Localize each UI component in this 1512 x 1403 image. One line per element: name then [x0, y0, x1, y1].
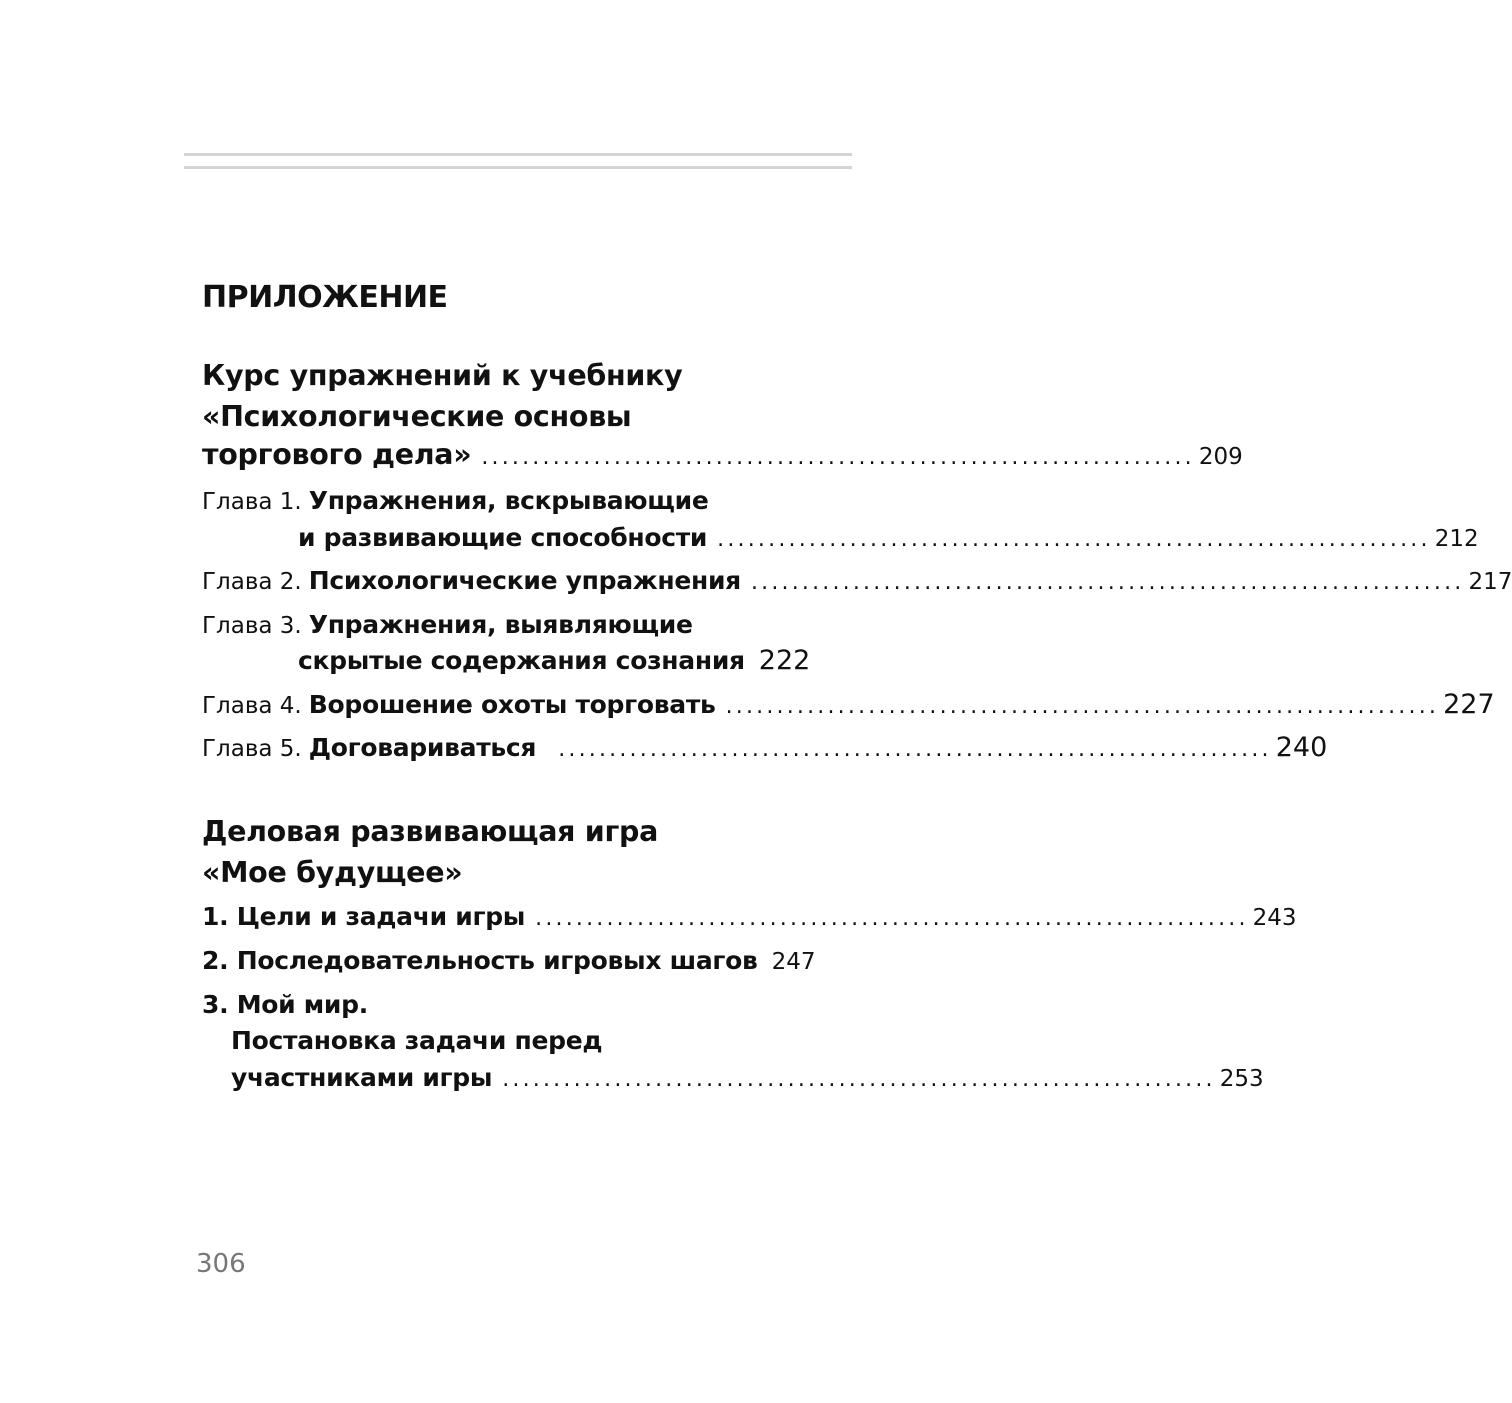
- chapter-title-line: Ворошение охоты торговать: [308, 690, 716, 719]
- section2-title-line: Деловая развивающая игра: [202, 815, 659, 848]
- leader-dots: ......................................................................: [502, 1067, 1216, 1092]
- toc-entry-item-cont[interactable]: [231, 1063, 1264, 1092]
- chapter-title-line: Упражнения, вскрывающие: [308, 486, 709, 515]
- section1-title-line: Курс упражнений к учебнику: [202, 359, 683, 392]
- toc-entry-chapter[interactable]: [202, 486, 804, 515]
- chapter-title-line: Упражнения, выявляющие: [308, 610, 693, 639]
- section1-title-line: «Психологические основы: [202, 400, 632, 433]
- leader-dots: ......................................................................: [750, 570, 1465, 595]
- page-ref: 212: [1434, 526, 1479, 552]
- chapter-label: Глава 4.: [202, 693, 302, 719]
- item-title-line: 1. Цели и задачи игры: [202, 902, 526, 931]
- page-ref: 227: [1443, 689, 1495, 720]
- toc-entry-item[interactable]: [202, 990, 804, 1019]
- chapter-title-line: и развивающие способности: [298, 523, 708, 552]
- leader-dots: ......................................................................: [481, 445, 1195, 470]
- item-title-line: Постановка задачи перед: [231, 1026, 603, 1055]
- toc-entry-chapter[interactable]: [202, 732, 1328, 763]
- top-rule: [184, 166, 852, 169]
- leader-dots: ......................................................................: [725, 694, 1440, 719]
- item-title-line: 2. Последовательность игровых шагов: [202, 946, 758, 975]
- chapter-label: Глава 2.: [202, 569, 302, 595]
- page-ref: 222: [758, 645, 811, 676]
- toc-entry-chapter-cont[interactable]: [298, 645, 811, 676]
- toc-entry-section1[interactable]: [202, 438, 1243, 471]
- chapter-title-line: Договариваться: [308, 733, 537, 762]
- top-rule: [184, 153, 852, 156]
- appendix-heading: ПРИЛОЖЕНИЕ: [202, 280, 448, 315]
- chapter-label: Глава 5.: [202, 736, 302, 762]
- chapter-title-line: скрытые содержания сознания: [298, 646, 745, 675]
- chapter-label: Глава 1.: [202, 489, 302, 515]
- leader-dots: ......................................................................: [535, 906, 1249, 931]
- section1-title-line: торгового дела»: [202, 438, 472, 471]
- toc-entry-chapter[interactable]: [202, 610, 804, 639]
- leader-dots: ......................................................................: [717, 527, 1431, 552]
- page-ref: 247: [771, 949, 816, 975]
- page-ref: 253: [1219, 1066, 1264, 1092]
- toc-entry-chapter[interactable]: [202, 689, 1495, 720]
- page-ref: 240: [1275, 732, 1328, 763]
- page-ref: 217: [1468, 569, 1512, 595]
- toc-entry-chapter[interactable]: [202, 566, 1512, 595]
- chapter-title-line: Психологические упражнения: [308, 566, 741, 595]
- item-title-line: 3. Мой мир.: [202, 990, 368, 1019]
- chapter-label: Глава 3.: [202, 613, 302, 639]
- leader-dots: ......................................................................: [558, 737, 1272, 762]
- toc-entry-item[interactable]: [202, 902, 1297, 931]
- item-title-line: участниками игры: [231, 1063, 493, 1092]
- page-ref: 209: [1198, 444, 1243, 470]
- section2-title-line: «Мое будущее»: [202, 856, 463, 889]
- page-ref: 243: [1252, 905, 1297, 931]
- toc-entry-item-cont[interactable]: [231, 1026, 804, 1055]
- page-number: 306: [196, 1249, 246, 1279]
- toc-entry-chapter-cont[interactable]: [298, 523, 1479, 552]
- toc-entry-item[interactable]: [202, 946, 816, 975]
